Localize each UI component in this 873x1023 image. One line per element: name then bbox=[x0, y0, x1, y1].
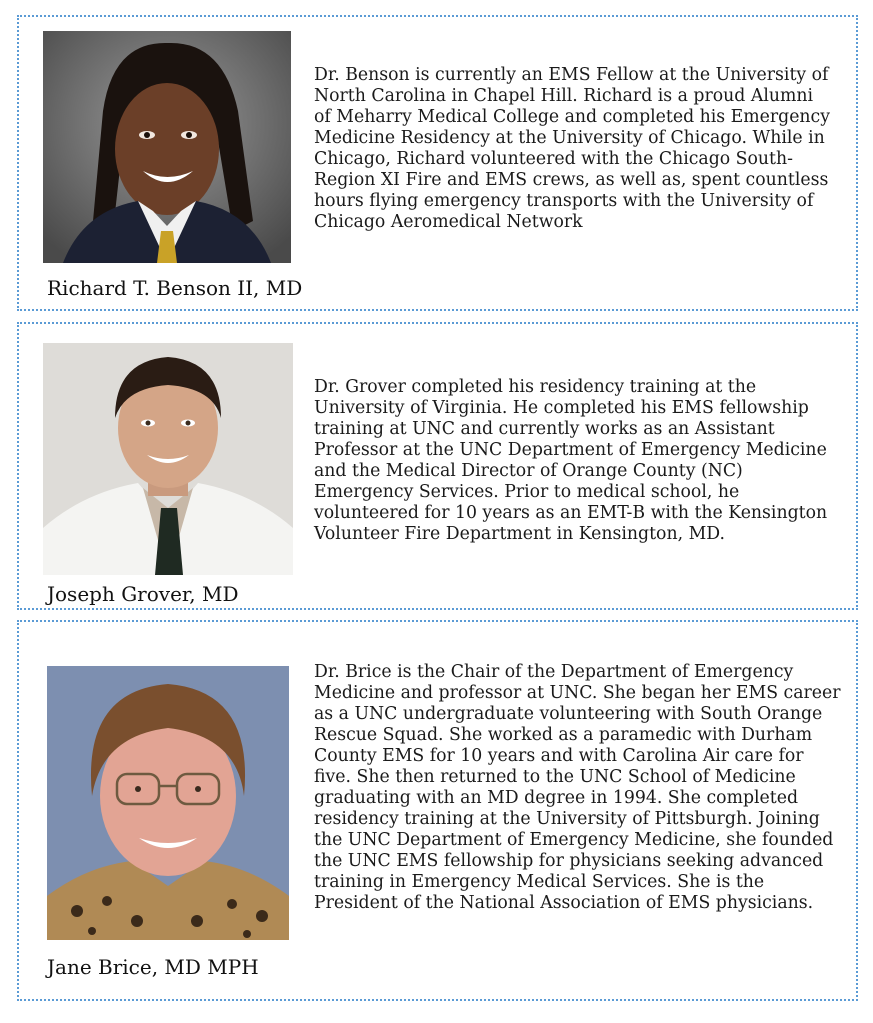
portrait-photo-icon bbox=[43, 343, 293, 575]
profile-bio: Dr. Grover completed his residency training at the University of Virginia. He completed his EMS fellowship training at UNC and currently works as an Assistant Professor at the UNC Department of Emergency Medicine and the Medical Director of Orange County (NC) Emergency Services. Prior to medical school, he volunteered for 10 years as an EMT-B with the Kensington Volunteer Fire Department in Kensington, MD. bbox=[314, 377, 828, 544]
profile-name: Jane Brice, MD MPH bbox=[47, 955, 259, 979]
profile-name: Richard T. Benson II, MD bbox=[47, 276, 303, 300]
portrait-photo-icon bbox=[47, 666, 289, 940]
profile-card-brice bbox=[17, 620, 858, 1001]
profile-bio: Dr. Brice is the Chair of the Department of Emergency Medicine and professor at UNC. She began her EMS career as a UNC undergraduate volunteering with South Orange Rescue Squad. She worked as a paramedic with Durham County EMS for 10 years and with Carolina Air care for five. She then returned to the UNC School of Medicine graduating with an MD degree in 1994. She completed residency training at the University of Pittsburgh. Joining the UNC Department of Emergency Medicine, she founded the UNC EMS fellowship for physicians seeking advanced training in Emergency Medical Services. She is the President of the National Association of EMS physicians. bbox=[314, 662, 841, 913]
profile-name: Joseph Grover, MD bbox=[47, 582, 239, 606]
profile-bio: Dr. Benson is currently an EMS Fellow at the University of North Carolina in Chapel Hill. Richard is a proud Alumni of Meharry Medical College and completed his Emergency Medicine Residency at the University of Chicago. While in Chicago, Richard volunteered with the Chicago South-Region XI Fire and EMS crews, as well as, spent countless hours flying emergency transports with the University of Chicago Aeromedical Network bbox=[314, 65, 830, 232]
profile-card-grover bbox=[17, 322, 858, 610]
profile-card-benson bbox=[17, 15, 858, 311]
portrait-photo-icon bbox=[43, 31, 291, 263]
